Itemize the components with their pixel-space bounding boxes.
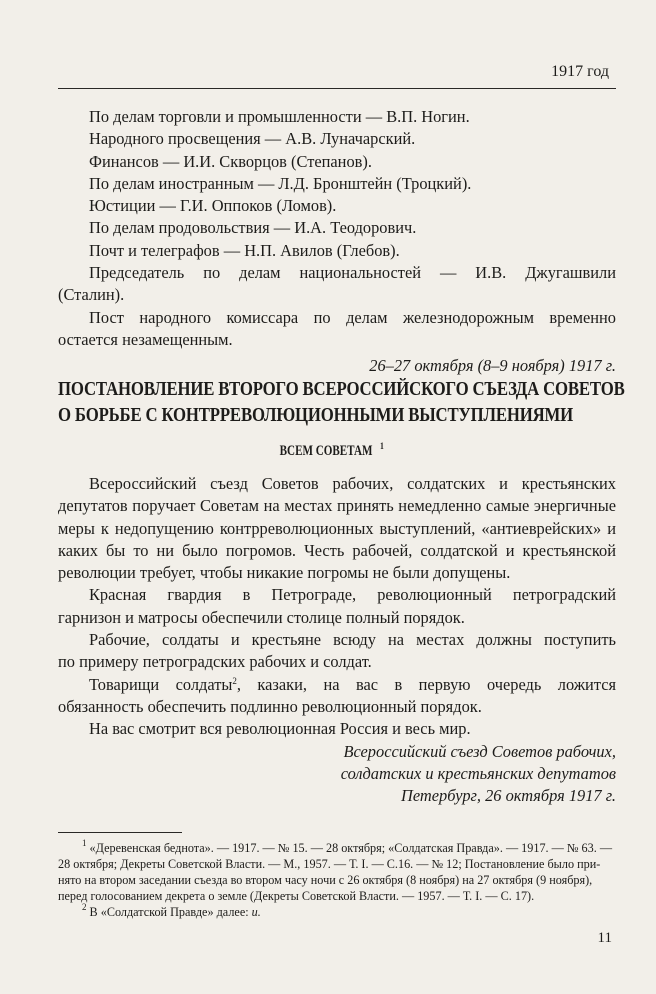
nationalities-line: Председатель по делам национальностей — И.В. Джугашвили <box>89 263 616 283</box>
footnote-line: перед голосованием декрета о земле (Декреты Советской Власти. — 1957. — Т. I. — С. 17). <box>58 889 535 904</box>
paragraph-line: Всероссийский съезд Советов рабочих, солдатских и крестьянских <box>89 474 616 493</box>
signature-line: солдатских и крестьянских депутатов <box>340 763 616 783</box>
footnote-ref: 1 <box>380 441 384 451</box>
paragraph-line: депутатов поручает Советам на местах принять немедленно самые энергичные <box>58 496 616 516</box>
minister-line: По делам иностранным — Л.Д. Бронштейн (Троцкий). <box>89 173 472 193</box>
paragraph-line: по примеру петроградских рабочих и солдат. <box>58 652 372 672</box>
paragraph-line: меры к недопущению контрреволюционных выступлений, «антиеврейских» и <box>58 518 616 538</box>
resolution-body <box>58 473 616 807</box>
header-rule <box>58 88 616 89</box>
running-header-year: 1917 год <box>551 63 609 80</box>
date-line: 26–27 октября (8–9 ноября) 1917 г. <box>369 356 616 376</box>
signature-line: Петербург, 26 октября 1917 г. <box>401 786 616 806</box>
resolution-address: ВСЕМ СОВЕТАМ $^1$ <box>279 441 384 459</box>
paragraph-line: На вас смотрит вся революционная Россия и весь мир. <box>89 719 471 739</box>
minister-line: По делам продовольствия — И.А. Теодорович. <box>89 218 417 238</box>
footnotes <box>58 840 616 920</box>
minister-line: Юстиции — Г.И. Оппоков (Ломов). <box>89 196 337 216</box>
footnote-line: нято на втором заседании съезда во втором часу ночи с 26 октября (8 ноября) на 27 октября (9 ноября), <box>58 873 593 888</box>
footnote-line: 28 октября; Декреты Советской Власти. — М., 1957. — Т. I. — С.16. — № 12; Постановление было при- <box>58 857 601 872</box>
paragraph-line: обязанность обеспечить подлинно революционный порядок. <box>58 696 482 716</box>
minister-line: Финансов — И.И. Скворцов (Степанов). <box>89 151 372 171</box>
footnote-ref: 2 <box>232 675 237 686</box>
nationalities-line: (Сталин). <box>58 285 125 305</box>
resolution-title-line: О БОРЬБЕ С КОНТРРЕВОЛЮЦИОННЫМИ ВЫСТУПЛЕНИЯМИ <box>58 405 574 426</box>
footnote-mark: 2 <box>82 902 87 913</box>
footnote-line: $^1$ «Деревенская беднота». — 1917. — № 15. — 28 октября; «Солдатская Правда». — 1917. — № 63. — <box>82 838 613 855</box>
paragraph-line: каких бы то ни было погромов. Честь рабочей, солдатской и крестьянской <box>58 540 616 560</box>
footnote-rule <box>58 832 182 833</box>
minister-line: Почт и телеграфов — Н.П. Авилов (Глебов). <box>89 240 400 260</box>
minister-line: Народного просвещения — А.В. Луначарский. <box>89 129 416 149</box>
minister-line: По делам торговли и промышленности — В.П. Ногин. <box>89 107 470 126</box>
paragraph-line: Товарищи солдаты$^2$, казаки, на вас в первую очередь ложится <box>89 674 617 694</box>
signature-line: Всероссийский съезд Советов рабочих, <box>343 741 616 761</box>
paragraph-line: Красная гвардия в Петрограде, революционный петроградский <box>89 585 616 605</box>
paragraph-line: Рабочие, солдаты и крестьяне всюду на местах должны поступить <box>89 630 616 650</box>
footnote-mark: 1 <box>82 838 87 848</box>
page-number: 11 <box>597 930 612 946</box>
resolution-title-line: ПОСТАНОВЛЕНИЕ ВТОРОГО ВСЕРОССИЙСКОГО СЪЕЗДА СОВЕТОВ <box>58 379 625 400</box>
paragraph-line: гарнизон и матросы обеспечили столице полный порядок. <box>58 607 465 627</box>
ministers-list <box>58 106 616 378</box>
railway-line: Пост народного комиссара по делам железнодорожным временно <box>89 307 616 327</box>
railway-line: остается незамещенным. <box>58 329 233 349</box>
paragraph-line: революции требует, чтобы никакие погромы не были допущены. <box>58 563 511 583</box>
footnote-line: $^2$ В «Солдатской Правде» далее: и. <box>82 902 261 920</box>
